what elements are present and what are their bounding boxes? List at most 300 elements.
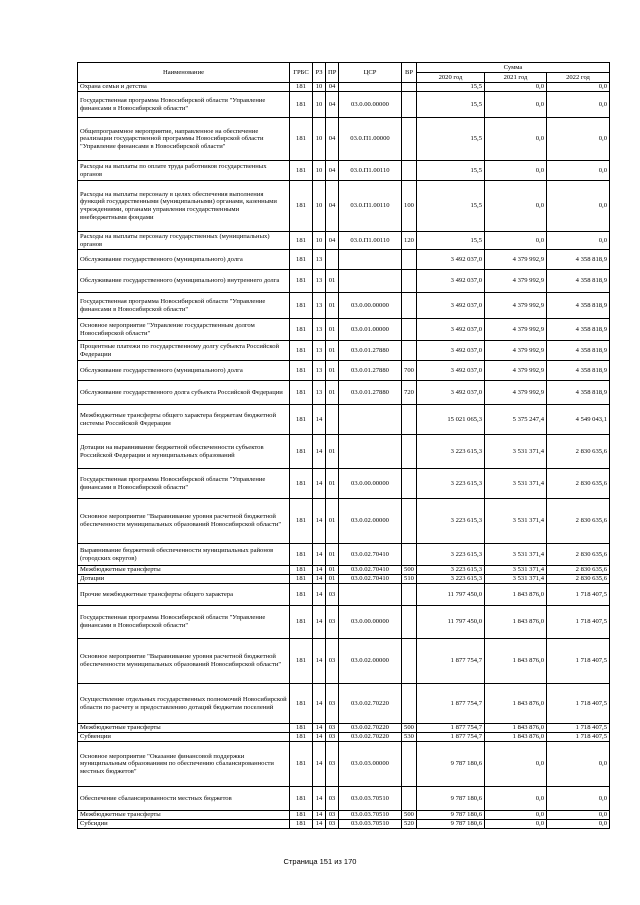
cell-vr — [402, 742, 417, 787]
cell-pr: 01 — [326, 566, 339, 575]
cell-pr: 04 — [326, 161, 339, 181]
cell-pr: 03 — [326, 724, 339, 733]
cell-csr: 03.0.02.70410 — [339, 575, 402, 584]
cell-2021: 1 843 876,0 — [485, 639, 547, 684]
cell-2020: 3 492 037,0 — [417, 250, 485, 270]
cell-vr — [402, 469, 417, 499]
cell-grbs: 181 — [290, 787, 313, 811]
cell-vr — [402, 639, 417, 684]
cell-rz: 14 — [313, 499, 326, 544]
cell-2020: 9 787 180,6 — [417, 742, 485, 787]
table-row — [78, 639, 610, 684]
table-row — [78, 684, 610, 724]
table-row — [78, 270, 610, 293]
cell-rz: 10 — [313, 83, 326, 92]
cell-grbs: 181 — [290, 181, 313, 232]
cell-name: Обслуживание государственного (муниципального) долга — [78, 250, 290, 270]
cell-2020: 3 223 615,3 — [417, 544, 485, 566]
cell-2020: 9 787 180,6 — [417, 820, 485, 829]
cell-pr: 01 — [326, 469, 339, 499]
cell-name: Расходы на выплаты персоналу государственных (муниципальных) органов — [78, 232, 290, 250]
cell-rz: 14 — [313, 435, 326, 469]
cell-2021: 4 379 992,9 — [485, 250, 547, 270]
cell-2022: 4 358 818,9 — [547, 319, 610, 341]
cell-csr: 03.0.00.00000 — [339, 606, 402, 639]
cell-2021: 0,0 — [485, 232, 547, 250]
cell-pr: 03 — [326, 820, 339, 829]
cell-name: Государственная программа Новосибирской области "Управление финансами в Новосибирской области" — [78, 606, 290, 639]
cell-2020: 3 492 037,0 — [417, 361, 485, 381]
cell-2020: 1 877 754,7 — [417, 733, 485, 742]
cell-csr: 03.0.02.70410 — [339, 544, 402, 566]
cell-2020: 1 877 754,7 — [417, 684, 485, 724]
cell-name: Процентные платежи по государственному долгу субъекта Российской Федерации — [78, 341, 290, 361]
cell-2022: 0,0 — [547, 161, 610, 181]
cell-2020: 15,5 — [417, 92, 485, 118]
page-number: Страница 151 из 170 — [283, 857, 357, 866]
cell-pr: 01 — [326, 544, 339, 566]
cell-2020: 9 787 180,6 — [417, 787, 485, 811]
cell-pr: 03 — [326, 684, 339, 724]
cell-csr — [339, 83, 402, 92]
cell-2021: 4 379 992,9 — [485, 319, 547, 341]
header-rz: РЗ — [313, 63, 326, 83]
cell-rz: 14 — [313, 724, 326, 733]
cell-2020: 15,5 — [417, 118, 485, 161]
cell-name: Основное мероприятие "Управление государственным долгом Новосибирской области" — [78, 319, 290, 341]
cell-2022: 0,0 — [547, 92, 610, 118]
cell-name: Выравнивание бюджетной обеспеченности муниципальных районов (городских округов) — [78, 544, 290, 566]
cell-grbs: 181 — [290, 83, 313, 92]
cell-2022: 1 718 407,5 — [547, 584, 610, 606]
table-row — [78, 181, 610, 232]
cell-rz: 13 — [313, 361, 326, 381]
cell-name: Межбюджетные трансферты — [78, 566, 290, 575]
cell-grbs: 181 — [290, 566, 313, 575]
table-row — [78, 469, 610, 499]
cell-csr: 03.0.03.00000 — [339, 742, 402, 787]
cell-2021: 4 379 992,9 — [485, 381, 547, 405]
cell-2022: 1 718 407,5 — [547, 724, 610, 733]
cell-2020: 11 797 450,0 — [417, 584, 485, 606]
cell-2021: 1 843 876,0 — [485, 733, 547, 742]
cell-vr — [402, 684, 417, 724]
cell-grbs: 181 — [290, 544, 313, 566]
cell-csr: 03.0.01.27880 — [339, 361, 402, 381]
cell-grbs: 181 — [290, 232, 313, 250]
cell-pr — [326, 250, 339, 270]
table-row — [78, 811, 610, 820]
cell-rz: 14 — [313, 787, 326, 811]
cell-rz: 13 — [313, 381, 326, 405]
cell-grbs: 181 — [290, 250, 313, 270]
cell-vr: 700 — [402, 361, 417, 381]
cell-rz: 14 — [313, 733, 326, 742]
table-row — [78, 733, 610, 742]
cell-2022: 4 358 818,9 — [547, 270, 610, 293]
cell-pr: 01 — [326, 270, 339, 293]
cell-grbs: 181 — [290, 575, 313, 584]
cell-2021: 1 843 876,0 — [485, 724, 547, 733]
cell-pr: 01 — [326, 575, 339, 584]
cell-2020: 9 787 180,6 — [417, 811, 485, 820]
cell-csr: 03.0.П1.00110 — [339, 181, 402, 232]
cell-2021: 0,0 — [485, 820, 547, 829]
cell-csr — [339, 405, 402, 435]
cell-rz: 14 — [313, 544, 326, 566]
cell-vr — [402, 584, 417, 606]
cell-rz: 13 — [313, 270, 326, 293]
cell-grbs: 181 — [290, 341, 313, 361]
cell-2020: 1 877 754,7 — [417, 639, 485, 684]
table-row — [78, 566, 610, 575]
cell-pr: 03 — [326, 787, 339, 811]
cell-2020: 15,5 — [417, 181, 485, 232]
table-row — [78, 742, 610, 787]
cell-csr: 03.0.02.70220 — [339, 733, 402, 742]
table-row — [78, 584, 610, 606]
cell-pr: 03 — [326, 811, 339, 820]
cell-name: Государственная программа Новосибирской области "Управление финансами в Новосибирской области" — [78, 293, 290, 319]
cell-rz: 14 — [313, 405, 326, 435]
cell-2020: 3 223 615,3 — [417, 575, 485, 584]
cell-vr — [402, 341, 417, 361]
cell-grbs: 181 — [290, 293, 313, 319]
cell-2020: 15,5 — [417, 232, 485, 250]
cell-vr — [402, 293, 417, 319]
cell-pr: 01 — [326, 293, 339, 319]
cell-2022: 2 830 635,6 — [547, 499, 610, 544]
cell-2022: 1 718 407,5 — [547, 606, 610, 639]
cell-2021: 4 379 992,9 — [485, 341, 547, 361]
cell-2021: 3 531 371,4 — [485, 499, 547, 544]
table-row — [78, 724, 610, 733]
cell-2020: 3 223 615,3 — [417, 499, 485, 544]
cell-name: Основное мероприятие "Оказание финансовой поддержки муниципальным образованиям по обеспечению сбалансированности местных бюджетов" — [78, 742, 290, 787]
cell-2022: 0,0 — [547, 83, 610, 92]
cell-rz: 14 — [313, 575, 326, 584]
cell-pr: 04 — [326, 118, 339, 161]
table-row — [78, 820, 610, 829]
cell-2022: 0,0 — [547, 181, 610, 232]
cell-rz: 10 — [313, 118, 326, 161]
cell-2021: 3 531 371,4 — [485, 469, 547, 499]
cell-grbs: 181 — [290, 733, 313, 742]
cell-name: Субвенции — [78, 733, 290, 742]
cell-grbs: 181 — [290, 270, 313, 293]
cell-csr: 03.0.02.70220 — [339, 724, 402, 733]
header-year-2020: 2020 год — [417, 73, 485, 83]
cell-grbs: 181 — [290, 584, 313, 606]
cell-csr: 03.0.02.70410 — [339, 566, 402, 575]
cell-rz: 14 — [313, 684, 326, 724]
cell-rz: 14 — [313, 566, 326, 575]
header-pr: ПР — [326, 63, 339, 83]
cell-rz: 14 — [313, 469, 326, 499]
cell-2022: 1 718 407,5 — [547, 733, 610, 742]
cell-csr — [339, 584, 402, 606]
cell-name: Обслуживание государственного долга субъекта Российской Федерации — [78, 381, 290, 405]
cell-2021: 1 843 876,0 — [485, 684, 547, 724]
cell-pr: 03 — [326, 584, 339, 606]
header-sum: Сумма — [417, 63, 610, 73]
table-row — [78, 92, 610, 118]
cell-2020: 1 877 754,7 — [417, 724, 485, 733]
cell-csr: 03.0.00.00000 — [339, 293, 402, 319]
cell-name: Расходы на выплаты по оплате труда работников государственных органов — [78, 161, 290, 181]
cell-2022: 2 830 635,6 — [547, 566, 610, 575]
cell-2021: 1 843 876,0 — [485, 584, 547, 606]
cell-2021: 3 531 371,4 — [485, 566, 547, 575]
table-row — [78, 544, 610, 566]
cell-2021: 3 531 371,4 — [485, 544, 547, 566]
cell-pr: 01 — [326, 319, 339, 341]
cell-2021: 0,0 — [485, 811, 547, 820]
cell-grbs: 181 — [290, 811, 313, 820]
table-row — [78, 499, 610, 544]
cell-2021: 1 843 876,0 — [485, 606, 547, 639]
table-row — [78, 250, 610, 270]
cell-rz: 10 — [313, 161, 326, 181]
table-row — [78, 435, 610, 469]
cell-grbs: 181 — [290, 319, 313, 341]
cell-2022: 4 358 818,9 — [547, 381, 610, 405]
cell-rz: 10 — [313, 92, 326, 118]
cell-2021: 3 531 371,4 — [485, 575, 547, 584]
cell-grbs: 181 — [290, 118, 313, 161]
cell-rz: 13 — [313, 319, 326, 341]
cell-name: Межбюджетные трансферты — [78, 811, 290, 820]
table-row — [78, 361, 610, 381]
cell-grbs: 181 — [290, 606, 313, 639]
cell-grbs: 181 — [290, 724, 313, 733]
cell-rz: 14 — [313, 639, 326, 684]
cell-2022: 0,0 — [547, 787, 610, 811]
cell-csr: 03.0.01.00000 — [339, 319, 402, 341]
cell-csr: 03.0.02.00000 — [339, 639, 402, 684]
cell-rz: 10 — [313, 232, 326, 250]
table-row — [78, 606, 610, 639]
cell-pr: 04 — [326, 232, 339, 250]
cell-2022: 1 718 407,5 — [547, 684, 610, 724]
cell-name: Обслуживание государственного (муниципального) внутреннего долга — [78, 270, 290, 293]
cell-csr: 03.0.03.70510 — [339, 820, 402, 829]
table-row — [78, 405, 610, 435]
cell-grbs: 181 — [290, 639, 313, 684]
cell-2021: 3 531 371,4 — [485, 435, 547, 469]
cell-name: Основное мероприятие "Выравнивание уровня расчетной бюджетной обеспеченности муниципальных образований Новосибирской области" — [78, 639, 290, 684]
cell-pr: 03 — [326, 639, 339, 684]
header-vr: ВР — [402, 63, 417, 83]
cell-grbs: 181 — [290, 92, 313, 118]
cell-2020: 3 223 615,3 — [417, 469, 485, 499]
cell-2021: 4 379 992,9 — [485, 270, 547, 293]
cell-name: Охрана семьи и детства — [78, 83, 290, 92]
cell-2020: 3 492 037,0 — [417, 270, 485, 293]
cell-vr: 120 — [402, 232, 417, 250]
cell-grbs: 181 — [290, 469, 313, 499]
cell-pr: 04 — [326, 92, 339, 118]
cell-pr: 04 — [326, 83, 339, 92]
cell-name: Государственная программа Новосибирской области "Управление финансами в Новосибирской области" — [78, 469, 290, 499]
cell-vr — [402, 319, 417, 341]
cell-pr: 03 — [326, 733, 339, 742]
cell-rz: 13 — [313, 293, 326, 319]
cell-2021: 0,0 — [485, 742, 547, 787]
cell-2020: 3 492 037,0 — [417, 381, 485, 405]
cell-2022: 2 830 635,6 — [547, 435, 610, 469]
cell-csr — [339, 250, 402, 270]
cell-rz: 14 — [313, 584, 326, 606]
cell-grbs: 181 — [290, 381, 313, 405]
table-row — [78, 161, 610, 181]
cell-pr: 01 — [326, 381, 339, 405]
header-year-2021: 2021 год — [485, 73, 547, 83]
cell-csr — [339, 435, 402, 469]
cell-2021: 4 379 992,9 — [485, 293, 547, 319]
cell-name: Общепрограммное мероприятие, направленное на обеспечение реализации государственной программы Новосибирской области "Управление финансами в Новосибирской области" — [78, 118, 290, 161]
cell-2020: 15,5 — [417, 83, 485, 92]
table-row — [78, 83, 610, 92]
table-row — [78, 232, 610, 250]
cell-csr: 03.0.01.27880 — [339, 381, 402, 405]
table-row — [78, 118, 610, 161]
cell-rz: 14 — [313, 606, 326, 639]
cell-pr: 01 — [326, 361, 339, 381]
cell-name: Дотации на выравнивание бюджетной обеспеченности субъектов Российской Федерации и муниципальных образований — [78, 435, 290, 469]
cell-2022: 0,0 — [547, 820, 610, 829]
cell-name: Субсидии — [78, 820, 290, 829]
cell-pr: 03 — [326, 742, 339, 787]
cell-vr: 500 — [402, 724, 417, 733]
cell-csr: 03.0.01.27880 — [339, 341, 402, 361]
header-name: Наименование — [78, 63, 290, 83]
cell-2022: 4 549 043,1 — [547, 405, 610, 435]
header-csr: ЦСР — [339, 63, 402, 83]
cell-grbs: 181 — [290, 405, 313, 435]
cell-grbs: 181 — [290, 435, 313, 469]
cell-2020: 15 021 065,3 — [417, 405, 485, 435]
cell-2020: 3 492 037,0 — [417, 293, 485, 319]
cell-grbs: 181 — [290, 161, 313, 181]
table-row — [78, 787, 610, 811]
cell-2021: 0,0 — [485, 181, 547, 232]
cell-vr — [402, 92, 417, 118]
cell-name: Прочие межбюджетные трансферты общего характера — [78, 584, 290, 606]
cell-grbs: 181 — [290, 820, 313, 829]
cell-name: Дотации — [78, 575, 290, 584]
cell-2022: 4 358 818,9 — [547, 250, 610, 270]
cell-vr — [402, 270, 417, 293]
cell-name: Обеспечение сбалансированности местных бюджетов — [78, 787, 290, 811]
cell-grbs: 181 — [290, 499, 313, 544]
cell-name: Осуществление отдельных государственных полномочий Новосибирской области по расчету и предоставлению дотаций бюджетам поселений — [78, 684, 290, 724]
cell-2022: 4 358 818,9 — [547, 293, 610, 319]
cell-2021: 4 379 992,9 — [485, 361, 547, 381]
cell-2020: 11 797 450,0 — [417, 606, 485, 639]
cell-2022: 1 718 407,5 — [547, 639, 610, 684]
cell-csr: 03.0.02.00000 — [339, 499, 402, 544]
cell-csr: 03.0.00.00000 — [339, 469, 402, 499]
cell-vr — [402, 606, 417, 639]
cell-pr: 01 — [326, 341, 339, 361]
cell-vr — [402, 787, 417, 811]
cell-2020: 3 492 037,0 — [417, 341, 485, 361]
cell-vr — [402, 250, 417, 270]
cell-2022: 0,0 — [547, 232, 610, 250]
cell-rz: 14 — [313, 742, 326, 787]
cell-csr: 03.0.03.70510 — [339, 811, 402, 820]
cell-pr: 04 — [326, 181, 339, 232]
cell-csr — [339, 270, 402, 293]
table-row — [78, 293, 610, 319]
cell-pr — [326, 405, 339, 435]
cell-csr: 03.0.П1.00000 — [339, 118, 402, 161]
cell-vr — [402, 161, 417, 181]
cell-2022: 0,0 — [547, 118, 610, 161]
cell-vr — [402, 83, 417, 92]
cell-rz: 10 — [313, 181, 326, 232]
cell-2021: 0,0 — [485, 118, 547, 161]
cell-name: Межбюджетные трансферты общего характера бюджетам бюджетной системы Российской Федерации — [78, 405, 290, 435]
table-body — [78, 83, 610, 829]
cell-vr — [402, 405, 417, 435]
cell-rz: 14 — [313, 820, 326, 829]
table-row — [78, 575, 610, 584]
cell-vr: 720 — [402, 381, 417, 405]
cell-csr: 03.0.02.70220 — [339, 684, 402, 724]
table-row — [78, 341, 610, 361]
cell-name: Основное мероприятие "Выравнивание уровня расчетной бюджетной обеспеченности муниципальных образований Новосибирской области" — [78, 499, 290, 544]
cell-rz: 13 — [313, 341, 326, 361]
cell-2021: 0,0 — [485, 161, 547, 181]
cell-2021: 5 375 247,4 — [485, 405, 547, 435]
cell-name: Расходы на выплаты персоналу в целях обеспечения выполнения функций государственными (муниципальными) органами, казенными учреждениями, органами управления государственными внебюджетными фондами — [78, 181, 290, 232]
cell-2020: 15,5 — [417, 161, 485, 181]
cell-vr: 510 — [402, 575, 417, 584]
cell-vr: 500 — [402, 566, 417, 575]
cell-vr — [402, 435, 417, 469]
cell-grbs: 181 — [290, 742, 313, 787]
cell-rz: 13 — [313, 250, 326, 270]
cell-2021: 0,0 — [485, 83, 547, 92]
cell-2022: 2 830 635,6 — [547, 544, 610, 566]
header-year-2022: 2022 год — [547, 73, 610, 83]
budget-table — [77, 62, 610, 829]
cell-rz: 14 — [313, 811, 326, 820]
cell-name: Межбюджетные трансферты — [78, 724, 290, 733]
cell-vr — [402, 118, 417, 161]
cell-2022: 4 358 818,9 — [547, 361, 610, 381]
cell-csr: 03.0.П1.00110 — [339, 161, 402, 181]
cell-vr — [402, 499, 417, 544]
cell-pr: 01 — [326, 435, 339, 469]
cell-grbs: 181 — [290, 684, 313, 724]
cell-2022: 4 358 818,9 — [547, 341, 610, 361]
cell-vr — [402, 544, 417, 566]
cell-pr: 03 — [326, 606, 339, 639]
cell-vr: 520 — [402, 820, 417, 829]
cell-name: Государственная программа Новосибирской области "Управление финансами в Новосибирской области" — [78, 92, 290, 118]
cell-2022: 2 830 635,6 — [547, 469, 610, 499]
table-row — [78, 319, 610, 341]
cell-2022: 2 830 635,6 — [547, 575, 610, 584]
cell-vr: 530 — [402, 733, 417, 742]
table-row — [78, 381, 610, 405]
cell-2020: 3 492 037,0 — [417, 319, 485, 341]
cell-2021: 0,0 — [485, 92, 547, 118]
header-grbs: ГРБС — [290, 63, 313, 83]
